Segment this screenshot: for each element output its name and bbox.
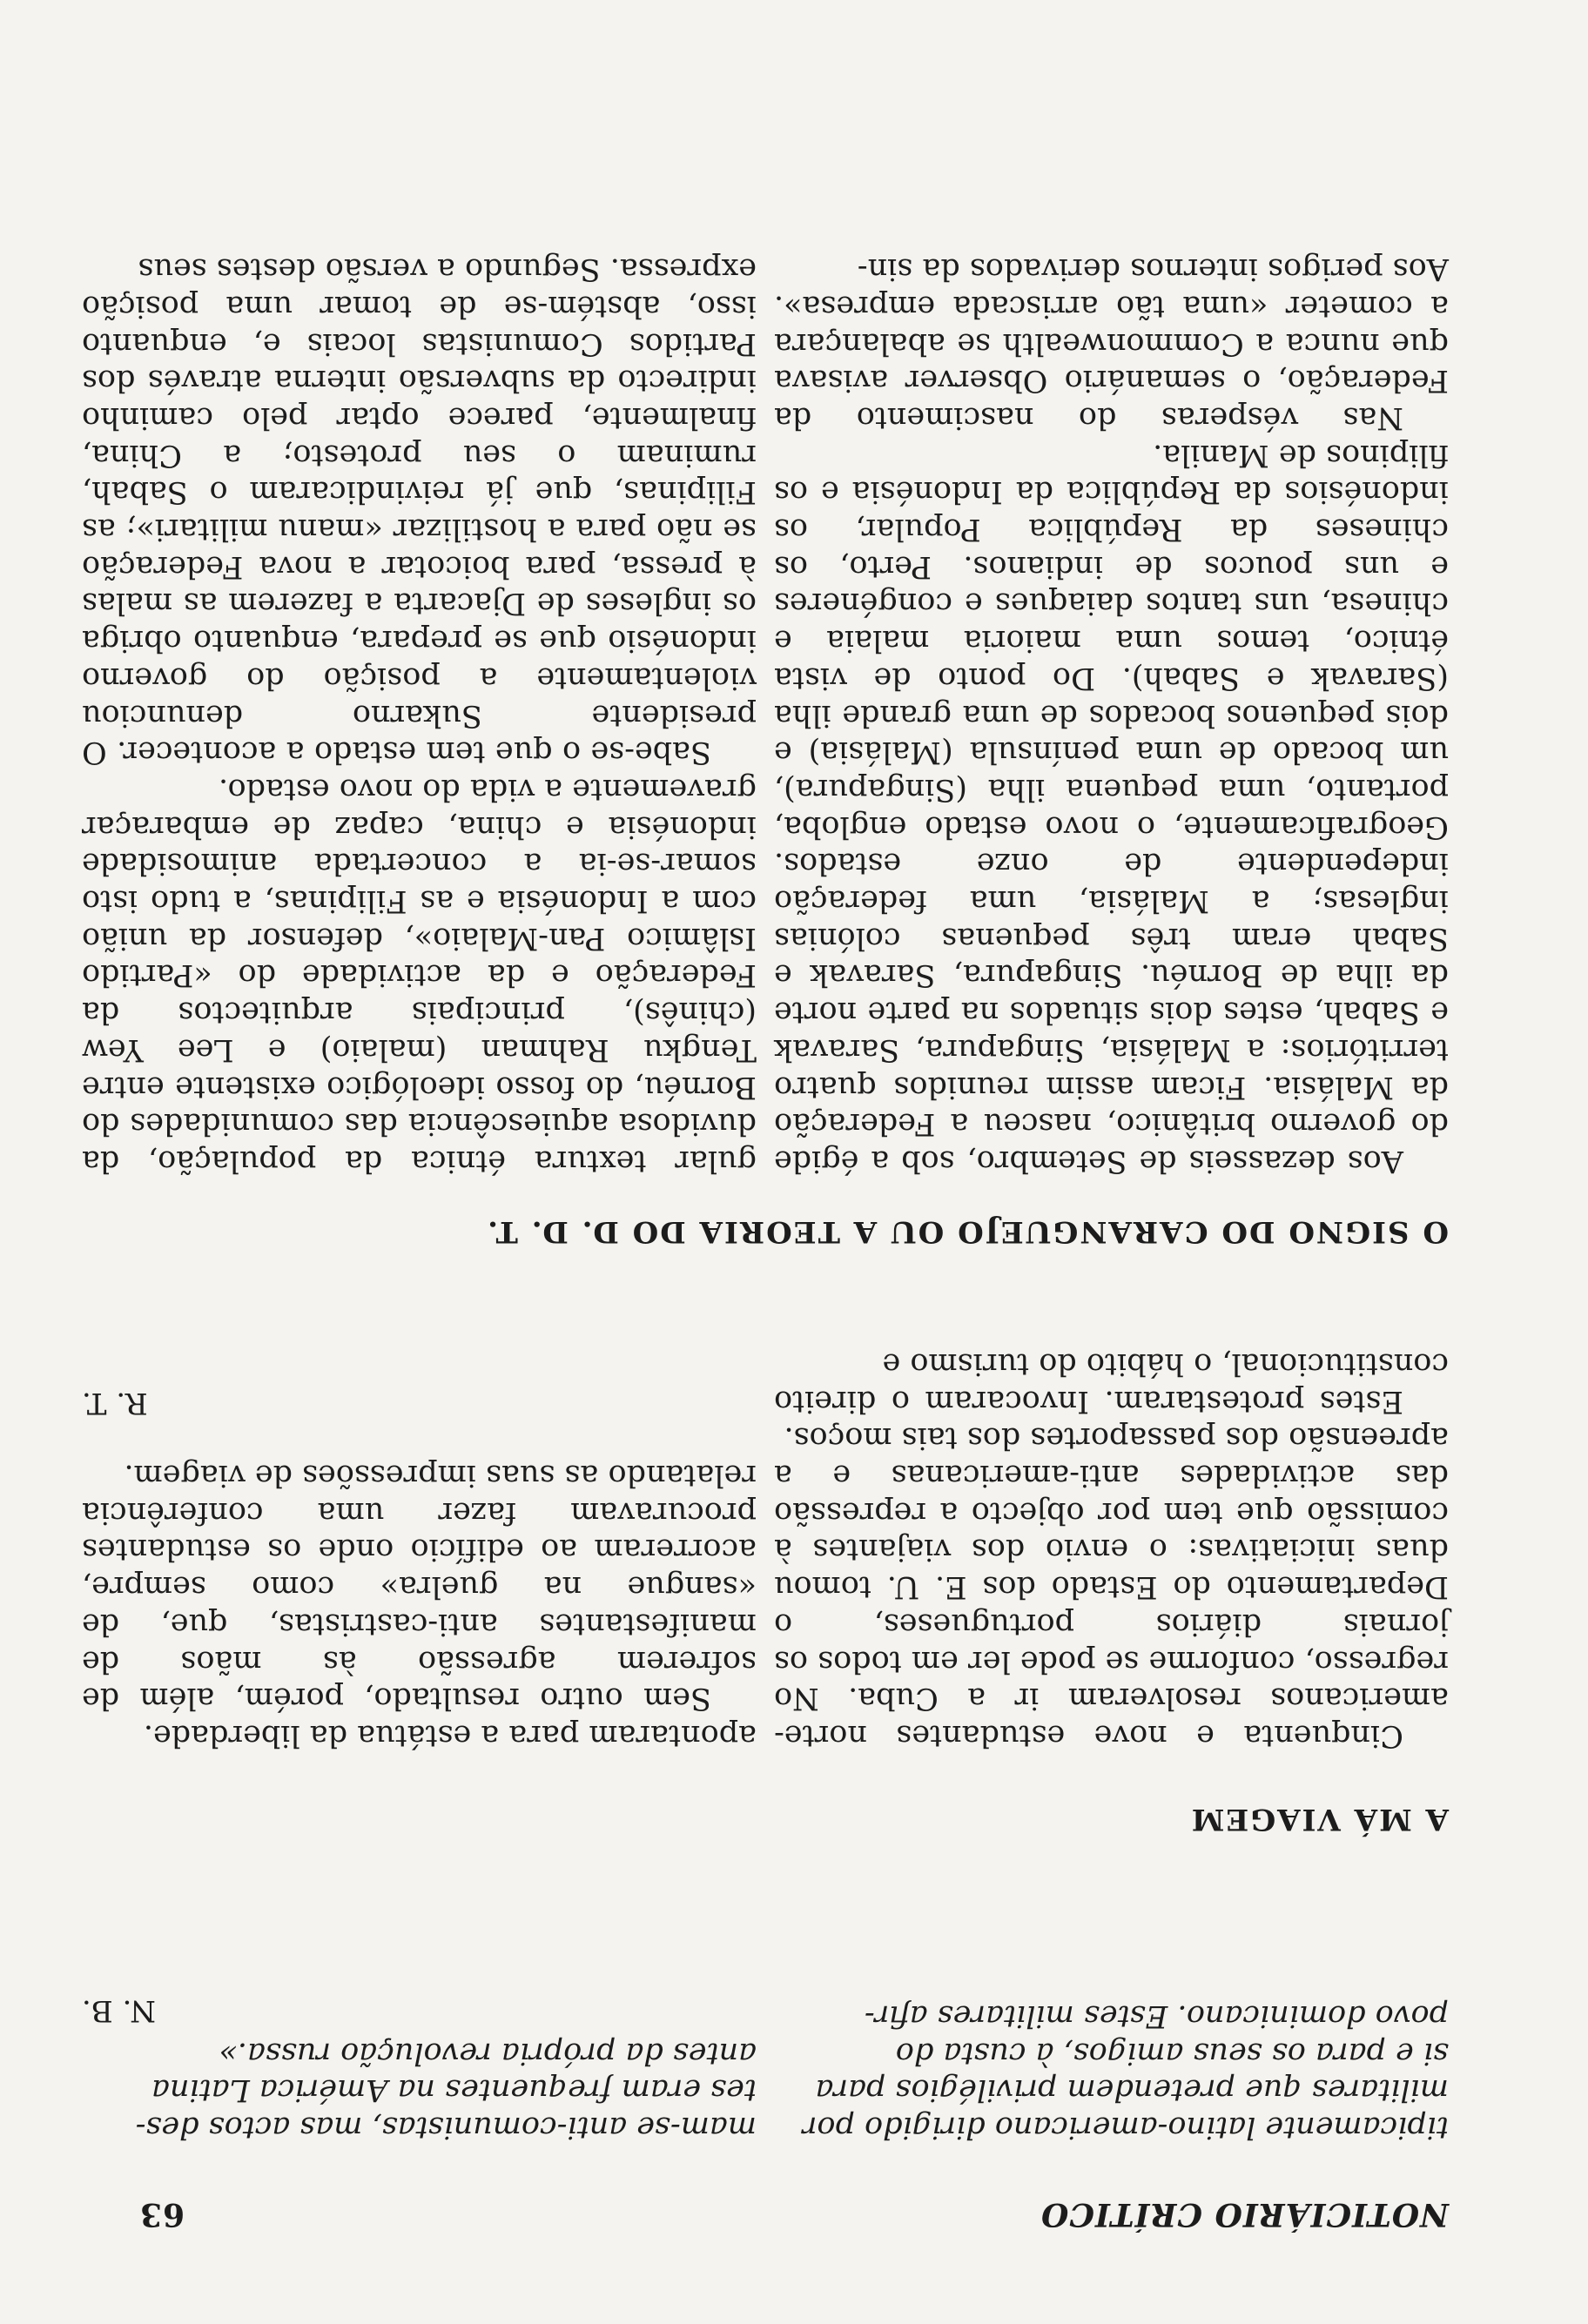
italic-line: tes eram frequentes na América Latina <box>151 2072 757 2108</box>
top-right-italic <box>82 1992 757 2146</box>
section-heading: A MÁ VIAGEM <box>1189 1802 1449 1837</box>
signature: N. B. <box>82 1992 156 2028</box>
section1-left-column <box>774 1345 1449 1754</box>
paragraph: gular textura étnica da população, da duvidosa aquiescência das comunidades do Bornéu, do fosso ideológico existente entre Tengku Rahman (malaio) e Lee Yew (chinês), principais arquitectos da Federação e da actividade do «Partido Islâmico Pan-Malaio», defensor da união com a Indonésia e as Filipinas, a tudo isto somar-se-ia a concertada animosidade indonésia e china, capaz de embaraçar gravemente a vida do novo estado. <box>82 771 757 1179</box>
italic-line: tipicamente latino-americano dirigido por <box>802 2110 1449 2145</box>
section2-right-column <box>82 250 757 1179</box>
running-title: NOTICIÁRIO CRÍTICO <box>1040 2196 1449 2233</box>
section2-left-column <box>774 250 1449 1179</box>
paragraph: Sabe-se o que tem estado a acontecer. O presidente Sukarno denunciou violentamente a posição do governo indonésio que se prepara, enquanto obriga os ingleses de Djacarta a fazerem as malas à pressa, para boicotar a nova Federação se não para a hostilizar «manu militari»; as Filipinas, que já reivindicaram o Sabah, ruminam o seu protesto; a China, finalmente, parece optar pelo caminho indirecto da subversão interna através dos Partidos Comunistas locais e, enquanto isso, abstém-se de tomar uma posição expressa. Segundo a versão destes seus <box>82 252 757 770</box>
italic-line: povo dominicano. Estes militares afir- <box>864 1998 1449 2033</box>
italic-line: antes da própria revolução russa.» <box>219 2035 757 2071</box>
paragraph: Estes protestaram. Invocaram o direito constitucional, o hábito do turismo e <box>774 1346 1449 1419</box>
top-left-italic <box>774 1997 1449 2146</box>
italic-line: si e para os seus amigos, à custa do <box>895 2035 1449 2071</box>
paragraph: Aos dezasseis de Setembro, sob a égide do governo britânico, nasceu a Federação da Malásia. Ficam assim reunidos quatro territórios: a Malásia, Singapura, Saravak e Sabah, estes dois situados na parte norte da ilha de Bornéu. Singapura, Saravak e Sabah eram três pequenas colónias inglesas; a Malásia, uma federação independente de onze estados. Geograficamente, o novo estado engloba, portanto, uma pequena ilha (Singapura), um bocado de uma península (Malásia) e dois pequenos bocados de uma grande ilha (Saravak e Sabah). Do ponto de vista étnico, temos uma maioria malaia e chinesa, uns tantos daiaques e congéneres e uns poucos de indianos. Perto, os chineses da República Popular, os indonésios da República da Indonésia e os filipinos de Manila. <box>774 437 1449 1179</box>
paragraph: Nas vésperas do nascimento da Federação, o semanário Observer avisava que nunca a Commonwealth se abalançara a cometer «uma tão arriscada empresa». Aos perigos internos derivados da sin- <box>774 252 1449 435</box>
italic-line: militares que pretendem privilégios para <box>815 2072 1449 2108</box>
section-heading: O SIGNO DO CARANGUEJO OU A TEORIA DO D. D. T. <box>486 1214 1449 1249</box>
section1-right-column <box>82 1385 757 1754</box>
paragraph: apontaram para a estátua da liberdade. <box>143 1718 757 1753</box>
signature: R. T. <box>82 1386 148 1421</box>
italic-line: mam-se anti-comunistas, mas actos des- <box>135 2110 757 2145</box>
paragraph: Cinquenta e nove estudantes norte-americanos resolveram ir a Cuba. No regresso, conforme se pode ler em todos os jornais diários portugueses, o Departamento do Estado dos E. U. tomou duas iniciativas: o envio dos viajantes à comissão que tem por objecto a repressão das actividades anti-americanas e a apreensão dos passaportes dos tais moços. <box>774 1421 1449 1753</box>
paragraph: Sem outro resultado, porém, além de sofrerem agressão às mãos de manifestantes anti-castristas, que, de «sangue na guelra» como sempre, acorreram ao edifício onde os estudantes procuravam fazer uma conferência relatando as suas impressões de viagem. <box>82 1458 757 1716</box>
page-number: 63 <box>139 2196 185 2233</box>
